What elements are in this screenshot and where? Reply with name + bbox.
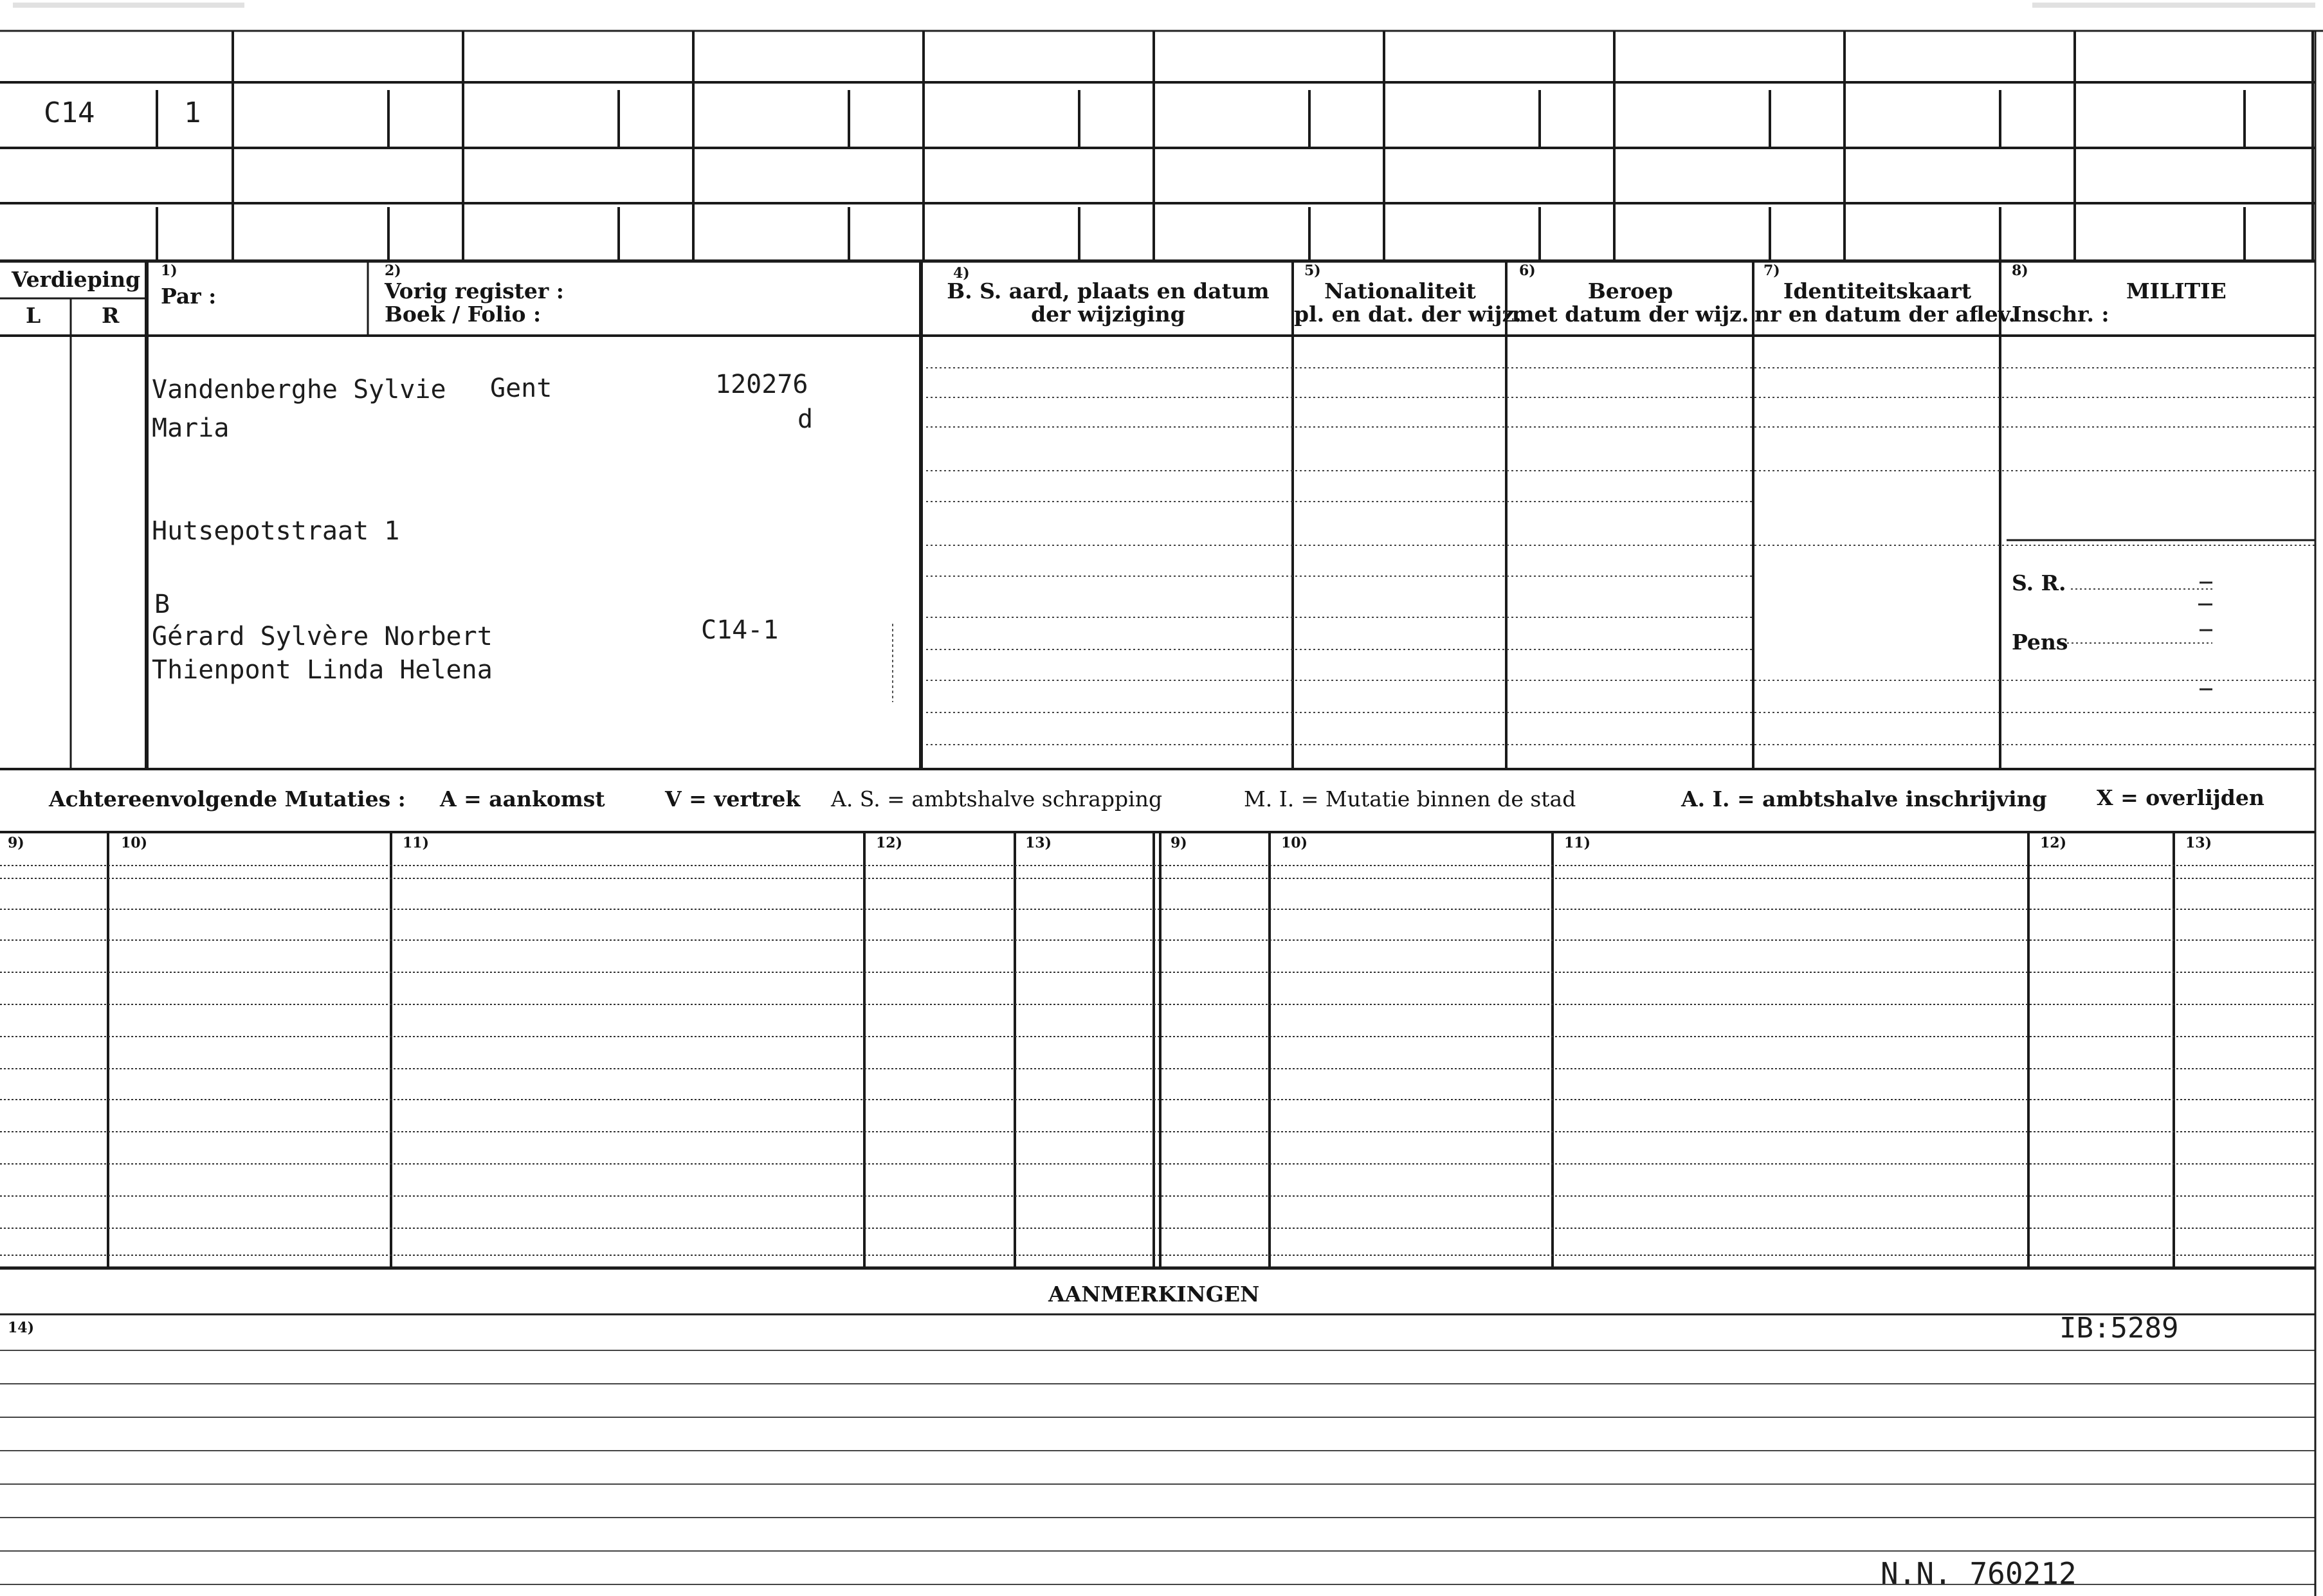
col2-line1: Vorig register : [385, 278, 564, 304]
note-letter: B [154, 590, 170, 619]
nn-number: N.N. 760212 [1881, 1556, 2077, 1591]
address: Hutsepotstraat 1 [152, 516, 400, 546]
block-code: C14 [44, 96, 95, 129]
col5-num: 5) [1304, 262, 1321, 279]
col6-line2: met datum der wijz. [1511, 302, 1749, 327]
legend-schrapping: A. S. = ambtshalve schrapping [831, 786, 1163, 812]
left-label: L [26, 303, 41, 328]
mut-left-col-9: 9) [8, 835, 24, 851]
top-grid [0, 31, 2315, 261]
mutation-rows [0, 866, 2315, 1255]
mut-left-col-11: 11) [403, 835, 430, 851]
parent-name-2: Thienpont Linda Helena [152, 655, 493, 685]
col4-line1: B. S. aard, plaats en datum [947, 278, 1270, 304]
entry-dotted-ruling [926, 368, 2315, 745]
sr-pens-marks [2198, 583, 2212, 689]
parent-ref: C14-1 [701, 615, 779, 645]
col1-label: Par : [161, 284, 217, 309]
top-edge-noise [13, 3, 2315, 8]
pens-label: Pens [2012, 630, 2068, 655]
sr-label: S. R. [2012, 570, 2066, 595]
right-label: R [102, 303, 120, 328]
mut-left-col-12: 12) [876, 835, 903, 851]
remarks-title: AANMERKINGEN [1048, 1282, 1260, 1307]
birth-date: 120276 [715, 370, 808, 399]
mut-left-col-13: 13) [1025, 835, 1052, 851]
block-number: 1 [184, 96, 201, 129]
col4-line2: der wijziging [1031, 302, 1185, 327]
ib-number: IB:5289 [2059, 1312, 2179, 1345]
mut-right-col-9: 9) [1171, 835, 1187, 851]
inschr-label: Inschr. : [2012, 302, 2109, 327]
col7-line2: nr en datum der aflev. [1754, 302, 2016, 327]
verdieping-label: Verdieping [12, 267, 141, 292]
col6-num: 6) [1519, 262, 1536, 279]
col4-num: 4) [953, 265, 970, 282]
legend-vertrek: V = vertrek [665, 786, 801, 812]
mut-right-col-13: 13) [2185, 835, 2212, 851]
remarks-rules [0, 1350, 2315, 1584]
col7-line1: Identiteitskaart [1783, 278, 1972, 304]
col2-num: 2) [385, 262, 401, 279]
col8-num: 8) [2012, 262, 2028, 279]
mut-right-col-12: 12) [2040, 835, 2067, 851]
mut-left-col-10: 10) [121, 835, 148, 851]
birth-place: Gent [490, 374, 552, 403]
remarks-num: 14) [8, 1319, 35, 1336]
mut-right-col-10: 10) [1281, 835, 1308, 851]
mutation-grid [108, 832, 2174, 1267]
col1-num: 1) [161, 262, 178, 279]
col6-line1: Beroep [1587, 278, 1673, 304]
legend-aankomst: A = aankomst [440, 786, 605, 812]
resident-name-cont: Maria [152, 413, 230, 443]
mut-right-col-11: 11) [1564, 835, 1591, 851]
legend-inschrijving: A. I. = ambtshalve inschrijving [1681, 786, 2047, 812]
parent-name-1: Gérard Sylvère Norbert [152, 622, 493, 651]
col7-num: 7) [1763, 262, 1780, 279]
mutations-title: Achtereenvolgende Mutaties : [49, 786, 406, 812]
militie-title: MILITIE [2126, 278, 2227, 304]
header-band [0, 261, 2315, 769]
col5-line1: Nationaliteit [1324, 278, 1476, 304]
legend-mutatie-stad: M. I. = Mutatie binnen de stad [1244, 786, 1576, 812]
col5-line2: pl. en dat. der wijz. [1294, 302, 1522, 327]
legend-overlijden: X = overlijden [2097, 785, 2264, 810]
col2-line2: Boek / Folio : [385, 302, 542, 327]
resident-name: Vandenberghe Sylvie [152, 375, 446, 404]
sex-mark: d [797, 404, 814, 434]
